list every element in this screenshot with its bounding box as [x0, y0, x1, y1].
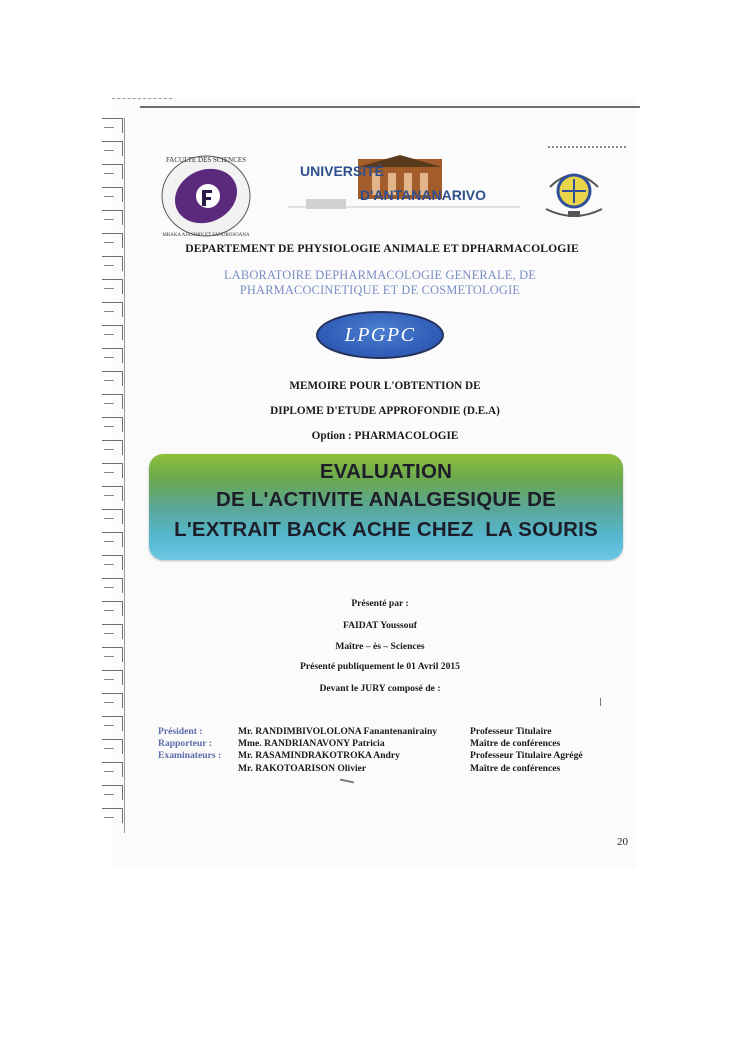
title-line3: L'EXTRAIT BACK ACHE CHEZ LA SOURIS: [174, 518, 598, 541]
laboratory-line2: PHARMACOCINETIQUE ET DE COSMETOLOGIE: [239, 283, 521, 297]
memoire-line2: DIPLOME D'ETUDE APPROFONDIE (D.E.A): [270, 405, 500, 417]
binding-ring: [102, 210, 123, 225]
jury-role: Examinateurs :: [158, 750, 222, 761]
scan-mark: [600, 698, 601, 706]
jury-intro: Devant le JURY composé de :: [319, 683, 441, 694]
title-line2: DE L'ACTIVITE ANALGESIQUE DE: [215, 488, 557, 511]
binding-ring: [102, 739, 123, 754]
binding-dash: [104, 541, 114, 542]
title-banner: [149, 454, 623, 560]
binding-ring: [102, 440, 123, 455]
jury-row: [158, 763, 618, 776]
binding-ring: [102, 348, 123, 363]
binding-ring: [102, 670, 123, 685]
binding-ring: [102, 417, 123, 432]
binding-dash: [104, 173, 114, 174]
memoire-line1: MEMOIRE POUR L'OBTENTION DE: [289, 380, 481, 392]
jury-name: Mr. RANDIMBIVOLOLONA Fanantenanirainy: [238, 726, 438, 737]
svg-text:FACULTE DES SCIENCES: FACULTE DES SCIENCES: [165, 156, 247, 164]
binding-dash: [104, 403, 114, 404]
university-name-line2: D'ANTANANARIVO: [360, 187, 486, 203]
jury-role: Président :: [158, 726, 203, 737]
binding-dash: [104, 357, 114, 358]
binding-ring: [102, 785, 123, 800]
binding-ring: [102, 808, 123, 823]
laboratory-line1: LABORATOIRE DEPHARMACOLOGIE GENERALE, DE: [223, 268, 537, 282]
binding-ring: [102, 532, 123, 547]
jury-name: Mr. RAKOTOARISON Olivier: [238, 763, 367, 774]
jury-title: Professeur Titulaire: [470, 726, 552, 737]
university-logo: [288, 155, 520, 217]
jury-row: [158, 750, 618, 763]
binding-dash: [104, 380, 114, 381]
binding-ring: [102, 762, 123, 777]
binding-dash: [104, 127, 114, 128]
binding-ring: [102, 578, 123, 593]
binding-dash: [104, 564, 114, 565]
binding-ring: [102, 486, 123, 501]
degree: Maître – ès – Sciences: [335, 641, 425, 652]
binding-dash: [104, 472, 114, 473]
spiral-binding: [102, 118, 128, 838]
binding-dash: [104, 288, 114, 289]
binding-dash: [104, 265, 114, 266]
binding-dash: [104, 771, 114, 772]
binding-ring: [102, 394, 123, 409]
binding-dash: [104, 748, 114, 749]
emblem-logo: [540, 165, 608, 223]
binding-ring: [102, 716, 123, 731]
jury-title: Professeur Titulaire Agrégé: [470, 750, 583, 761]
binding-ring: [102, 256, 123, 271]
dotted-rule: [548, 146, 626, 148]
binding-dash: [104, 587, 114, 588]
binding-ring: [102, 164, 123, 179]
department-title: DEPARTEMENT DE PHYSIOLOGIE ANIMALE ET DPHARMACOLOGIE: [185, 242, 579, 255]
binding-dash: [104, 449, 114, 450]
binding-dash: [104, 196, 114, 197]
binding-dash: [104, 794, 114, 795]
binding-dash: [104, 817, 114, 818]
binding-ring: [102, 233, 123, 248]
page-number: 20: [617, 836, 628, 848]
binding-ring: [102, 325, 123, 340]
binding-dash: [104, 610, 114, 611]
jury-name: Mr. RASAMINDRAKOTROKA Andry: [238, 750, 400, 761]
memoire-option: Option : PHARMACOLOGIE: [311, 430, 459, 442]
binding-dash: [104, 633, 114, 634]
jury-title: Maître de conférences: [470, 763, 561, 774]
binding-dash: [104, 725, 114, 726]
binding-ring: [102, 647, 123, 662]
lab-acronym: LPGPC: [344, 323, 416, 346]
binding-ring: [102, 187, 123, 202]
title-line1: EVALUATION: [319, 460, 453, 483]
university-name-line1: UNIVERSITÉ: [300, 163, 385, 179]
lab-acronym-oval: [316, 311, 444, 359]
binding-dash: [104, 334, 114, 335]
author-name: FAIDAT Youssouf: [342, 620, 417, 631]
binding-dash: [104, 311, 114, 312]
binding-ring: [102, 555, 123, 570]
binding-ring: [102, 141, 123, 156]
binding-dash: [104, 656, 114, 657]
binding-ring: [102, 624, 123, 639]
binding-dash: [104, 150, 114, 151]
binding-ring: [102, 601, 123, 616]
binding-dash: [104, 518, 114, 519]
svg-text:MBAKA AJASORY ET FANDROSOANA: MBAKA AJASORY ET FANDROSOANA: [162, 233, 250, 238]
binding-ring: [102, 279, 123, 294]
presentation-date: Présenté publiquement le 01 Avril 2015: [300, 661, 460, 672]
binding-dash: [104, 242, 114, 243]
binding-ring: [102, 463, 123, 478]
binding-ring: [102, 302, 123, 317]
jury-title: Maître de conférences: [470, 738, 561, 749]
binding-dash: [104, 679, 114, 680]
binding-ring: [102, 371, 123, 386]
binding-ring: [102, 118, 123, 133]
faculty-logo: [158, 150, 254, 240]
presented-by: Présenté par :: [351, 598, 409, 609]
binding-ring: [102, 509, 123, 524]
binding-dash: [104, 219, 114, 220]
binding-dash: [104, 426, 114, 427]
top-rule: [140, 106, 640, 108]
jury-name: Mme. RANDRIANAVONY Patricia: [238, 738, 385, 749]
scan-edge: [112, 98, 172, 105]
jury-role: Rapporteur :: [158, 738, 212, 749]
binding-dash: [104, 702, 114, 703]
binding-dash: [104, 495, 114, 496]
binding-ring: [102, 693, 123, 708]
